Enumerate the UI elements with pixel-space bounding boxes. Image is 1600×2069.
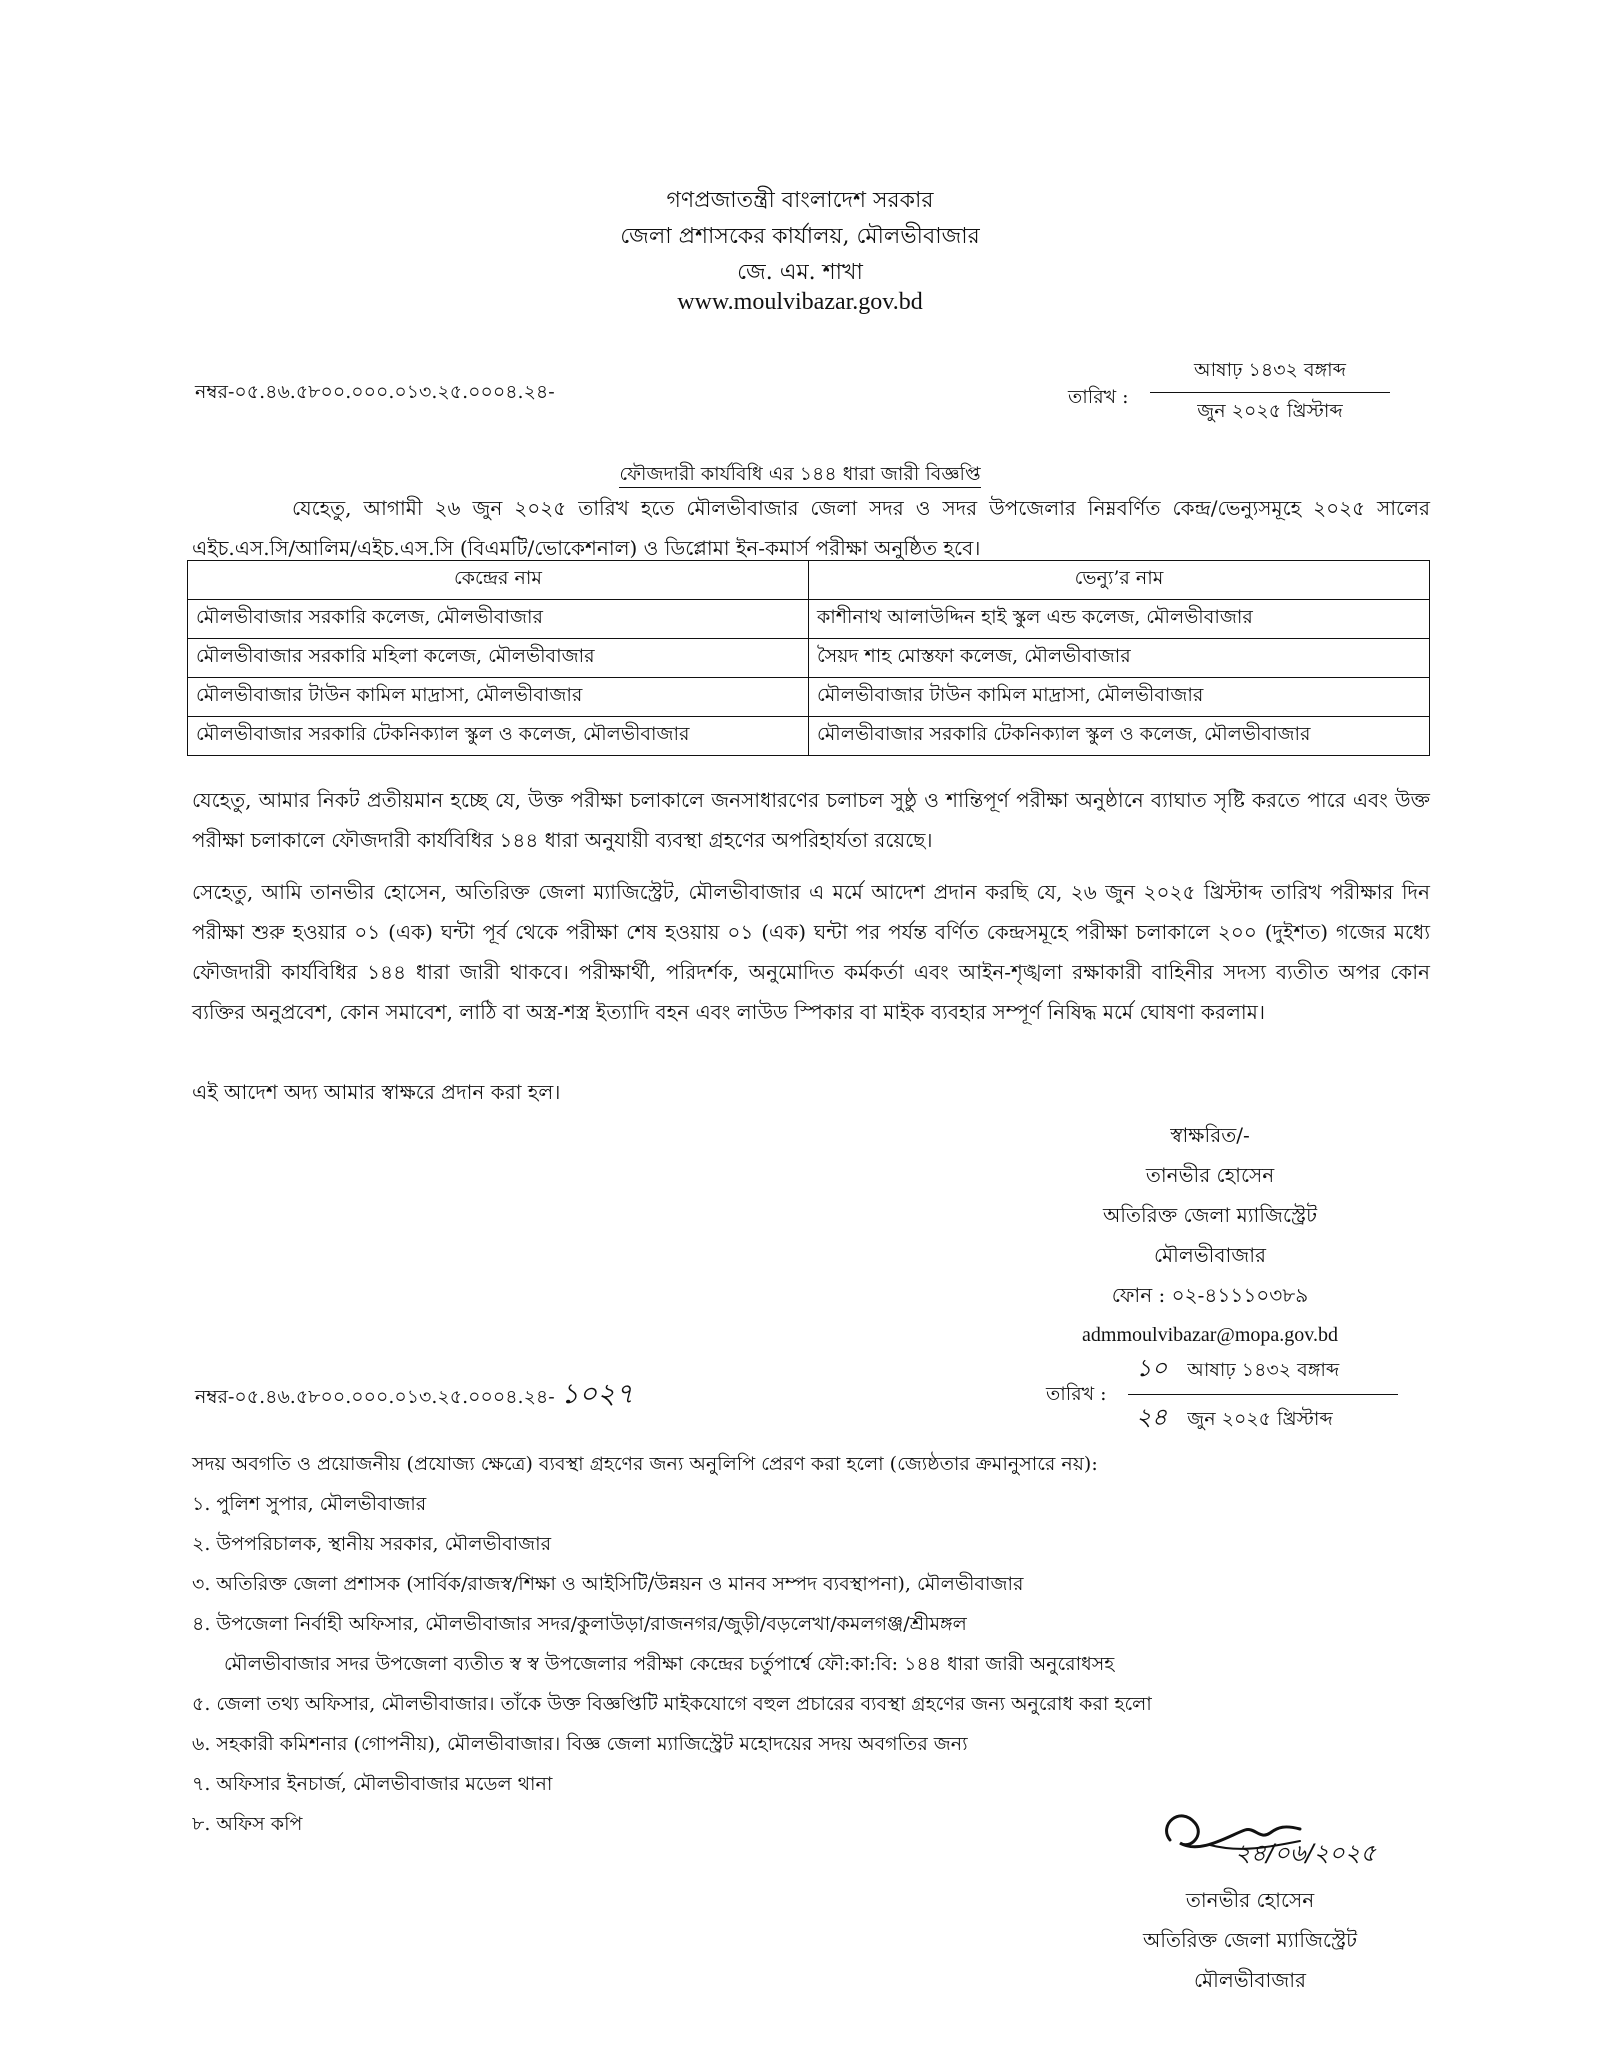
- date-block: [1150, 356, 1390, 429]
- signatory-location-2: মৌলভীবাজার: [1193, 1968, 1307, 1992]
- list-item: ৬. সহকারী কমিশনার (গোপনীয়), মৌলভীবাজার। বিজ্ঞ জেলা ম্যাজিস্ট্রেট মহোদয়ের সদয় অবগতির জন্য: [192, 1733, 968, 1755]
- signatory-designation: অতিরিক্ত জেলা ম্যাজিস্ট্রেট: [1102, 1203, 1318, 1227]
- signatory-phone: ফোন : ০২-৪১১১০৩৮৯: [1111, 1283, 1309, 1307]
- table-header-center: কেন্দ্রের নাম: [188, 561, 809, 600]
- paragraph-exam-notice: যেহেতু, আগামী ২৬ জুন ২০২৫ তারিখ হতে মৌলভীবাজার জেলা সদর ও সদর উপজেলার নিম্নবর্ণিত কেন্দ্র/ভেন্যুসমূহে ২০২৫ সালের এইচ.এস.সি/আলিম/এইচ.এস.সি (বিএমটি/ভোকেশনাল) ও ডিপ্লোমা ইন-কমার্স পরীক্ষা অনুষ্ঠিত হবে।: [192, 496, 1430, 560]
- list-item: ৫. জেলা তথ্য অফিসার, মৌলভীবাজার। তাঁকে উক্ত বিজ্ঞপ্তিটি মাইকযোগে বহুল প্রচারের ব্যবস্থা গ্রহণের জন্য অনুরোধ করা হলো: [192, 1693, 1152, 1715]
- signature-date-handwritten: ২৪/০৬/২০২৫: [1235, 1839, 1376, 1867]
- table-row: [188, 717, 1430, 756]
- memo-number: নম্বর-০৫.৪৬.৫৮০০.০০০.০১৩.২৫.০০০৪.২৪-: [195, 381, 555, 403]
- table-header-row: [188, 561, 1430, 600]
- date-bangla-2: আষাঢ় ১৪৩২ বঙ্গাব্দ: [1187, 1359, 1340, 1381]
- list-item-continuation: মৌলভীবাজার সদর উপজেলা ব্যতীত স্ব স্ব উপজেলার পরীক্ষা কেন্দ্রের চর্তুপার্শ্বে ফৌ:কা:বি: ১৪৪ ধারা জারী অনুরোধসহ: [224, 1653, 1115, 1675]
- memo-number-handwritten: ১০২৭: [560, 1377, 634, 1410]
- table-cell-center: মৌলভীবাজার টাউন কামিল মাদ্রাসা, মৌলভীবাজার: [188, 678, 809, 717]
- cc-list: [192, 1484, 1430, 1844]
- date-block-2: [1128, 1350, 1398, 1439]
- list-item: ৪. উপজেলা নির্বাহী অফিসার, মৌলভীবাজার সদর/কুলাউড়া/রাজনগর/জুড়ী/বড়লেখা/কমলগঞ্জ/শ্রীমঙ্গল: [192, 1613, 967, 1635]
- list-item: ২. উপপরিচালক, স্থানীয় সরকার, মৌলভীবাজার: [192, 1533, 552, 1555]
- signature-block-2: [1110, 1880, 1390, 2000]
- table-cell-center: মৌলভীবাজার সরকারি টেকনিক্যাল স্কুল ও কলেজ, মৌলভীবাজার: [188, 717, 809, 756]
- paragraph-order: সেহেতু, আমি তানভীর হোসেন, অতিরিক্ত জেলা ম্যাজিস্ট্রেট, মৌলভীবাজার এ মর্মে আদেশ প্রদান করছি যে, ২৬ জুন ২০২৫ খ্রিস্টাব্দ তারিখ পরীক্ষার দিন পরীক্ষা শুরু হওয়ার ০১ (এক) ঘন্টা পূর্ব থেকে পরীক্ষা শেষ হওয়ায় ০১ (এক) ঘন্টা পর পর্যন্ত বর্ণিত কেন্দ্রসমূহে পরীক্ষা চলাকালে ২০০ (দুইশত) গজের মধ্যে ফৌজদারী কার্যবিধির ১৪৪ ধারা জারী থাকবে। পরীক্ষার্থী, পরিদর্শক, অনুমোদিত কর্মকর্তা এবং আইন-শৃঙ্খলা রক্ষাকারী বাহিনীর সদস্য ব্যতীত অপর কোন ব্যক্তির অনুপ্রবেশ, কোন সমাবেশ, লাঠি বা অস্ত্র-শস্ত্র ইত্যাদি বহন এবং লাউড স্পিকার বা মাইক ব্যবহার সম্পূর্ণ নিষিদ্ধ মর্মে ঘোষণা করলাম।: [192, 880, 1430, 1024]
- notice-title-text: ফৌজদারী কার্যবিধি এর ১৪৪ ধারা জারী বিজ্ঞপ্তি: [619, 463, 980, 488]
- signatory-email[interactable]: admmoulvibazar@mopa.gov.bd: [1082, 1324, 1338, 1346]
- table-row: [188, 678, 1430, 717]
- table-row: [188, 639, 1430, 678]
- paragraph-issued: এই আদেশ অদ্য আমার স্বাক্ষরে প্রদান করা হল।: [192, 1080, 561, 1104]
- signed-mark: স্বাক্ষরিত/-: [1170, 1123, 1250, 1147]
- list-item: ৩. অতিরিক্ত জেলা প্রশাসক (সার্বিক/রাজস্ব/শিক্ষা ও আইসিটি/উন্নয়ন ও মানব সম্পদ ব্যবস্থাপনা), মৌলভীবাজার: [192, 1573, 1024, 1595]
- website-link[interactable]: www.moulvibazar.gov.bd: [677, 289, 923, 315]
- day-bangla-handwritten: ১০: [1136, 1354, 1168, 1382]
- signatory-name: তানভীর হোসেন: [1145, 1163, 1275, 1187]
- memo-number-2: [195, 1372, 634, 1419]
- table-cell-center: মৌলভীবাজার সরকারি কলেজ, মৌলভীবাজার: [188, 600, 809, 639]
- govt-name: গণপ্রজাতন্ত্রী বাংলাদেশ সরকার: [666, 188, 934, 213]
- section-name: জে. এম. শাখা: [737, 260, 863, 285]
- date-bangla: আষাঢ় ১৪৩২ বঙ্গাব্দ: [1150, 356, 1390, 393]
- list-item: ১. পুলিশ সুপার, মৌলভীবাজার: [192, 1493, 427, 1515]
- table-cell-center: মৌলভীবাজার সরকারি মহিলা কলেজ, মৌলভীবাজার: [188, 639, 809, 678]
- cc-intro: সদয় অবগতি ও প্রয়োজনীয় (প্রযোজ্য ক্ষেত্রে) ব্যবস্থা গ্রহণের জন্য অনুলিপি প্রেরণ করা হলো (জ্যেষ্ঠতার ক্রমানুসারে নয়):: [192, 1453, 1098, 1475]
- table-cell-venue: সৈয়দ শাহ মোস্তফা কলেজ, মৌলভীবাজার: [809, 639, 1430, 678]
- signatory-designation-2: অতিরিক্ত জেলা ম্যাজিস্ট্রেট: [1142, 1928, 1358, 1952]
- table-row: [188, 600, 1430, 639]
- paragraph-reason: যেহেতু, আমার নিকট প্রতীয়মান হচ্ছে যে, উক্ত পরীক্ষা চলাকালে জনসাধারণের চলাচল সুষ্ঠু ও শান্তিপূর্ণ পরীক্ষা অনুষ্ঠানে ব্যাঘাত সৃষ্টি করতে পারে এবং উক্ত পরীক্ষা চলাকালে ফৌজদারী কার্যবিধির ১৪৪ ধারা অনুযায়ী ব্যবস্থা গ্রহণের অপরিহার্যতা রয়েছে।: [192, 788, 1430, 852]
- centers-table: [187, 560, 1430, 756]
- table-header-venue: ভেন্যু’র নাম: [809, 561, 1430, 600]
- date-english-2: জুন ২০২৫ খ্রিস্টাব্দ: [1187, 1408, 1333, 1430]
- signatory-location: মৌলভীবাজার: [1153, 1243, 1267, 1267]
- table-cell-venue: মৌলভীবাজার সরকারি টেকনিক্যাল স্কুল ও কলেজ, মৌলভীবাজার: [809, 717, 1430, 756]
- day-english-handwritten: ২৪: [1136, 1403, 1168, 1431]
- table-cell-venue: কাশীনাথ আলাউদ্দিন হাই স্কুল এন্ড কলেজ, মৌলভীবাজার: [809, 600, 1430, 639]
- date-english: জুন ২০২৫ খ্রিস্টাব্দ: [1197, 400, 1343, 422]
- office-name: জেলা প্রশাসকের কার্যালয়, মৌলভীবাজার: [620, 224, 980, 249]
- signatory-name-2: তানভীর হোসেন: [1185, 1888, 1315, 1912]
- date-label-2: তারিখ :: [1046, 1383, 1107, 1405]
- date-label: তারিখ :: [1068, 386, 1129, 408]
- memo-number-2-text: নম্বর-০৫.৪৬.৫৮০০.০০০.০১৩.২৫.০০০৪.২৪-: [195, 1386, 555, 1408]
- table-cell-venue: মৌলভীবাজার টাউন কামিল মাদ্রাসা, মৌলভীবাজার: [809, 678, 1430, 717]
- signature-block: [1050, 1115, 1370, 1355]
- list-item: ৮. অফিস কপি: [192, 1813, 303, 1835]
- list-item: ৭. অফিসার ইনচার্জ, মৌলভীবাজার মডেল থানা: [192, 1773, 553, 1795]
